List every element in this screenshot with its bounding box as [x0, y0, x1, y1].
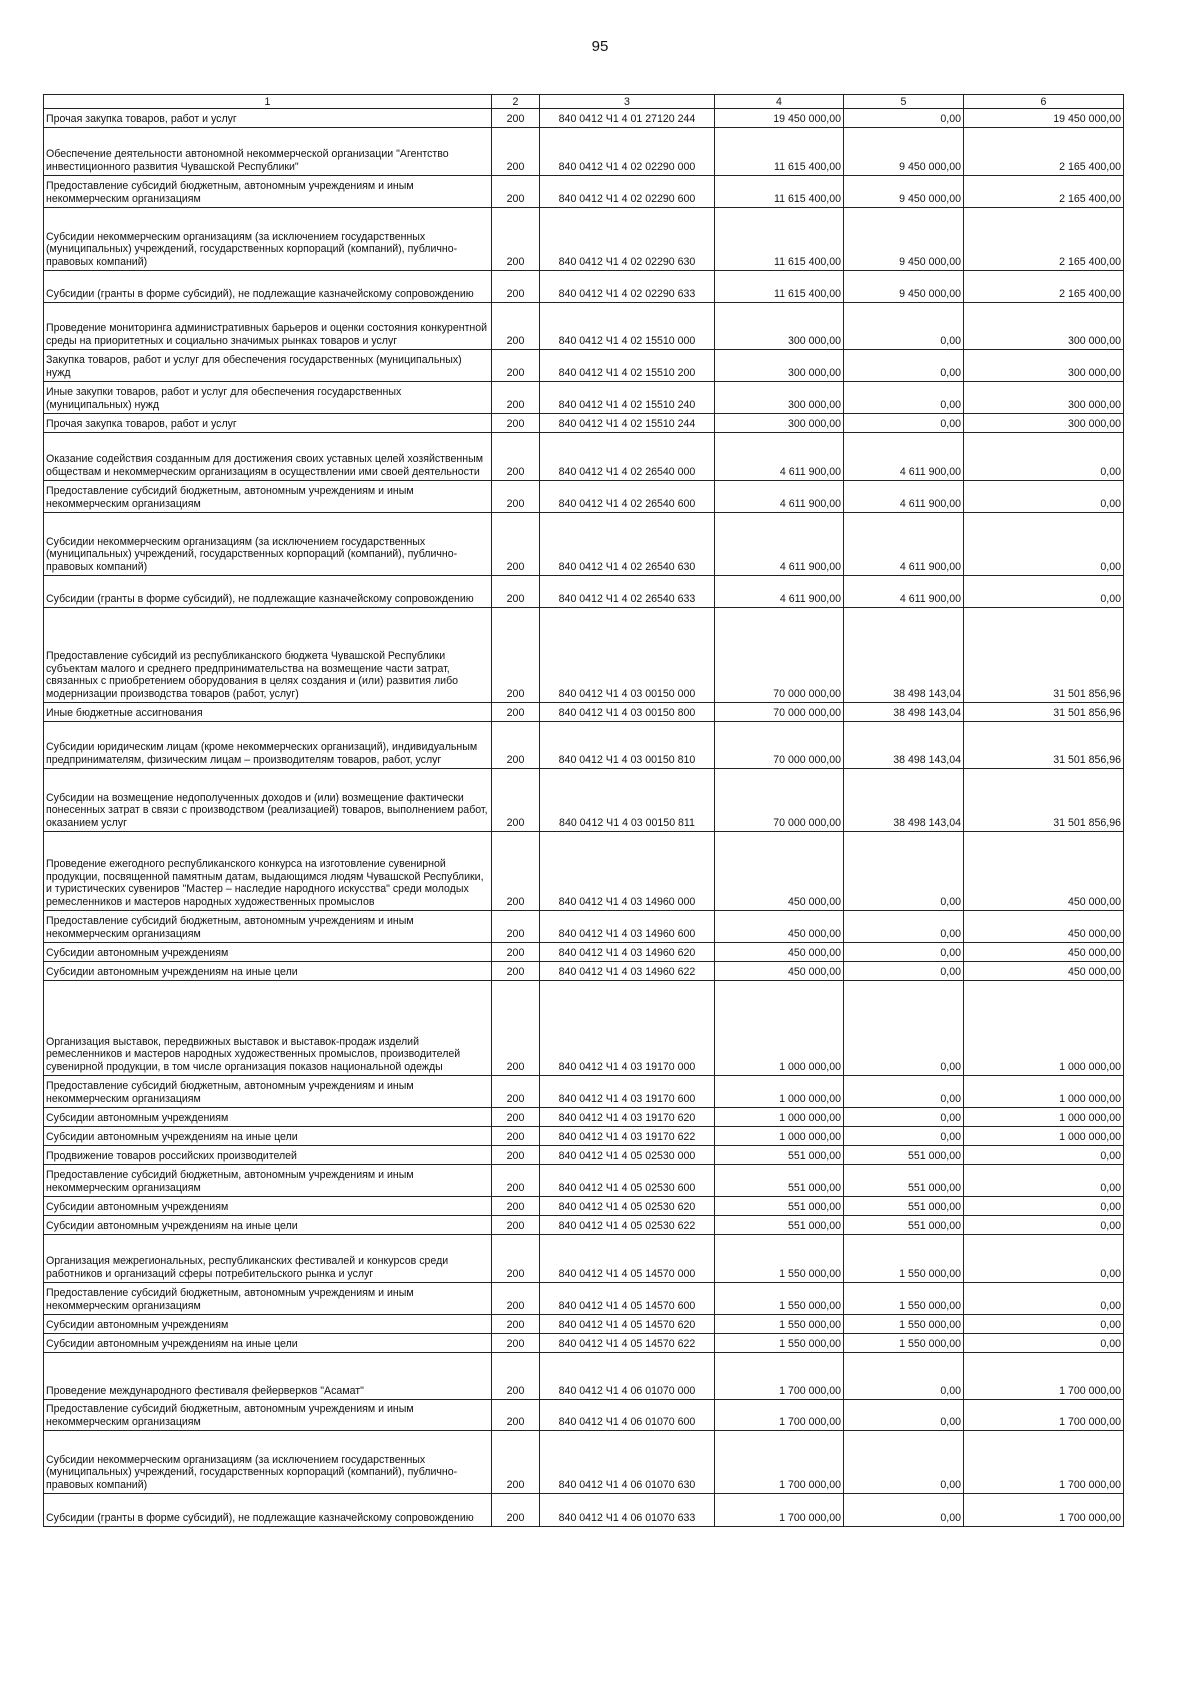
row-amount-total: 4 611 900,00: [715, 513, 844, 576]
row-budget-code: 840 0412 Ч1 4 02 15510 200: [540, 350, 715, 382]
row-amount-total: 1 700 000,00: [715, 1353, 844, 1400]
row-description: Закупка товаров, работ и услуг для обеспечения государственных (муниципальных) нужд: [44, 350, 492, 382]
row-budget-code: 840 0412 Ч1 4 02 02290 600: [540, 176, 715, 208]
row-amount-remaining: 0,00: [964, 1146, 1124, 1165]
row-amount-total: 450 000,00: [715, 911, 844, 943]
row-amount-remaining: 450 000,00: [964, 943, 1124, 962]
row-amount-remaining: 2 165 400,00: [964, 128, 1124, 176]
row-amount-executed: 4 611 900,00: [844, 481, 964, 513]
row-amount-total: 4 611 900,00: [715, 433, 844, 481]
row-admin-code: 200: [492, 1283, 540, 1315]
table-row: [44, 1494, 1124, 1527]
row-budget-code: 840 0412 Ч1 4 06 01070 630: [540, 1431, 715, 1494]
row-budget-code: 840 0412 Ч1 4 03 14960 622: [540, 962, 715, 981]
row-admin-code: 200: [492, 981, 540, 1076]
row-amount-remaining: 300 000,00: [964, 303, 1124, 350]
table-row: [44, 1076, 1124, 1108]
row-admin-code: 200: [492, 176, 540, 208]
row-admin-code: 200: [492, 1146, 540, 1165]
row-amount-executed: 0,00: [844, 1076, 964, 1108]
row-amount-total: 11 615 400,00: [715, 176, 844, 208]
row-description: Предоставление субсидий бюджетным, автономным учреждениям и иным некоммерческим организациям: [44, 481, 492, 513]
row-amount-total: 4 611 900,00: [715, 576, 844, 608]
row-amount-remaining: 2 165 400,00: [964, 176, 1124, 208]
row-amount-remaining: 1 000 000,00: [964, 1108, 1124, 1127]
row-admin-code: 200: [492, 1127, 540, 1146]
row-description: Субсидии автономным учреждениям: [44, 1108, 492, 1127]
table-row: [44, 1197, 1124, 1216]
table-row: [44, 703, 1124, 722]
row-amount-executed: 38 498 143,04: [844, 703, 964, 722]
table-row: [44, 1334, 1124, 1353]
column-number-row: [44, 95, 1124, 109]
row-amount-executed: 0,00: [844, 382, 964, 414]
row-budget-code: 840 0412 Ч1 4 05 14570 622: [540, 1334, 715, 1353]
row-amount-remaining: 1 700 000,00: [964, 1353, 1124, 1400]
column-header: 1: [44, 95, 492, 109]
row-amount-total: 300 000,00: [715, 350, 844, 382]
row-amount-remaining: 19 450 000,00: [964, 109, 1124, 128]
row-description: Предоставление субсидий бюджетным, автономным учреждениям и иным некоммерческим организациям: [44, 176, 492, 208]
table-row: [44, 128, 1124, 176]
row-amount-executed: 0,00: [844, 832, 964, 911]
row-description: Проведение мониторинга административных барьеров и оценки состояния конкурентной среды на приоритетных и социально значимых рынках товаров и услуг: [44, 303, 492, 350]
row-amount-total: 70 000 000,00: [715, 608, 844, 703]
row-amount-remaining: 1 700 000,00: [964, 1400, 1124, 1431]
row-admin-code: 200: [492, 832, 540, 911]
row-amount-total: 1 000 000,00: [715, 981, 844, 1076]
row-admin-code: 200: [492, 576, 540, 608]
row-amount-total: 1 700 000,00: [715, 1400, 844, 1431]
row-admin-code: 200: [492, 1076, 540, 1108]
row-budget-code: 840 0412 Ч1 4 02 02290 630: [540, 208, 715, 271]
row-budget-code: 840 0412 Ч1 4 05 02530 000: [540, 1146, 715, 1165]
table-row: [44, 350, 1124, 382]
row-amount-total: 1 000 000,00: [715, 1108, 844, 1127]
table-row: [44, 943, 1124, 962]
table-row: [44, 1108, 1124, 1127]
row-amount-total: 1 550 000,00: [715, 1283, 844, 1315]
table-row: [44, 433, 1124, 481]
row-amount-remaining: 450 000,00: [964, 962, 1124, 981]
row-amount-executed: 38 498 143,04: [844, 722, 964, 769]
row-amount-executed: 0,00: [844, 911, 964, 943]
row-amount-total: 11 615 400,00: [715, 208, 844, 271]
row-budget-code: 840 0412 Ч1 4 02 26540 630: [540, 513, 715, 576]
row-amount-total: 70 000 000,00: [715, 722, 844, 769]
row-amount-executed: 551 000,00: [844, 1165, 964, 1197]
row-amount-remaining: 450 000,00: [964, 832, 1124, 911]
row-amount-remaining: 0,00: [964, 1334, 1124, 1353]
column-header: 2: [492, 95, 540, 109]
row-budget-code: 840 0412 Ч1 4 03 14960 600: [540, 911, 715, 943]
row-description: Субсидии (гранты в форме субсидий), не подлежащие казначейскому сопровождению: [44, 1494, 492, 1527]
row-amount-executed: 0,00: [844, 414, 964, 433]
row-amount-executed: 1 550 000,00: [844, 1235, 964, 1283]
row-admin-code: 200: [492, 128, 540, 176]
row-description: Субсидии юридическим лицам (кроме некоммерческих организаций), индивидуальным предпринимателям, физическим лицам – производителям товаров, работ, услуг: [44, 722, 492, 769]
row-amount-executed: 38 498 143,04: [844, 769, 964, 832]
row-description: Организация межрегиональных, республиканских фестивалей и конкурсов среди работников и организаций сферы потребительского рынка и услуг: [44, 1235, 492, 1283]
row-admin-code: 200: [492, 1165, 540, 1197]
table-row: [44, 608, 1124, 703]
row-description: Субсидии автономным учреждениям: [44, 943, 492, 962]
row-amount-remaining: 31 501 856,96: [964, 769, 1124, 832]
row-amount-total: 1 000 000,00: [715, 1127, 844, 1146]
table-row: [44, 722, 1124, 769]
row-amount-remaining: 0,00: [964, 1283, 1124, 1315]
row-admin-code: 200: [492, 513, 540, 576]
row-admin-code: 200: [492, 703, 540, 722]
table-row: [44, 271, 1124, 303]
row-description: Субсидии автономным учреждениям на иные цели: [44, 1216, 492, 1235]
row-amount-executed: 0,00: [844, 109, 964, 128]
row-amount-total: 70 000 000,00: [715, 703, 844, 722]
row-amount-remaining: 0,00: [964, 576, 1124, 608]
row-admin-code: 200: [492, 303, 540, 350]
row-admin-code: 200: [492, 350, 540, 382]
row-description: Продвижение товаров российских производителей: [44, 1146, 492, 1165]
row-budget-code: 840 0412 Ч1 4 05 02530 622: [540, 1216, 715, 1235]
row-amount-remaining: 2 165 400,00: [964, 271, 1124, 303]
row-budget-code: 840 0412 Ч1 4 06 01070 600: [540, 1400, 715, 1431]
table-row: [44, 109, 1124, 128]
row-admin-code: 200: [492, 608, 540, 703]
row-budget-code: 840 0412 Ч1 4 05 02530 620: [540, 1197, 715, 1216]
row-amount-remaining: 1 000 000,00: [964, 981, 1124, 1076]
row-amount-executed: 0,00: [844, 1431, 964, 1494]
row-amount-executed: 0,00: [844, 1494, 964, 1527]
row-admin-code: 200: [492, 1108, 540, 1127]
row-admin-code: 200: [492, 1400, 540, 1431]
row-amount-total: 300 000,00: [715, 303, 844, 350]
row-budget-code: 840 0412 Ч1 4 05 14570 600: [540, 1283, 715, 1315]
row-description: Субсидии (гранты в форме субсидий), не подлежащие казначейскому сопровождению: [44, 576, 492, 608]
row-budget-code: 840 0412 Ч1 4 02 26540 633: [540, 576, 715, 608]
row-budget-code: 840 0412 Ч1 4 02 15510 000: [540, 303, 715, 350]
row-amount-total: 450 000,00: [715, 832, 844, 911]
row-description: Предоставление субсидий бюджетным, автономным учреждениям и иным некоммерческим организациям: [44, 1076, 492, 1108]
row-amount-remaining: 1 700 000,00: [964, 1431, 1124, 1494]
row-amount-executed: 551 000,00: [844, 1197, 964, 1216]
row-budget-code: 840 0412 Ч1 4 02 26540 600: [540, 481, 715, 513]
row-description: Предоставление субсидий бюджетным, автономным учреждениям и иным некоммерческим организациям: [44, 1283, 492, 1315]
row-description: Обеспечение деятельности автономной некоммерческой организации "Агентство инвестиционного развития Чувашской Республики": [44, 128, 492, 176]
row-budget-code: 840 0412 Ч1 4 03 00150 811: [540, 769, 715, 832]
row-admin-code: 200: [492, 962, 540, 981]
row-description: Предоставление субсидий из республиканского бюджета Чувашской Республики субъектам малого и среднего предпринимательства на возмещение части затрат, связанных с приобретением оборудования в целях создания и (или) развития либо модернизации производства товаров (работ, услуг): [44, 608, 492, 703]
row-admin-code: 200: [492, 943, 540, 962]
row-description: Субсидии некоммерческим организациям (за исключением государственных (муниципальных) учреждений, государственных корпораций (компаний), публично-правовых компаний): [44, 208, 492, 271]
row-budget-code: 840 0412 Ч1 4 02 26540 000: [540, 433, 715, 481]
table-row: [44, 303, 1124, 350]
row-budget-code: 840 0412 Ч1 4 03 19170 000: [540, 981, 715, 1076]
row-amount-executed: 551 000,00: [844, 1146, 964, 1165]
row-amount-remaining: 31 501 856,96: [964, 722, 1124, 769]
table-row: [44, 1165, 1124, 1197]
row-amount-executed: 4 611 900,00: [844, 433, 964, 481]
row-amount-remaining: 1 700 000,00: [964, 1494, 1124, 1527]
row-description: Иные закупки товаров, работ и услуг для обеспечения государственных (муниципальных) нужд: [44, 382, 492, 414]
table-row: [44, 769, 1124, 832]
row-admin-code: 200: [492, 1494, 540, 1527]
row-admin-code: 200: [492, 414, 540, 433]
row-budget-code: 840 0412 Ч1 4 03 00150 810: [540, 722, 715, 769]
row-amount-remaining: 0,00: [964, 513, 1124, 576]
row-amount-remaining: 0,00: [964, 1197, 1124, 1216]
row-amount-remaining: 300 000,00: [964, 414, 1124, 433]
row-description: Субсидии на возмещение недополученных доходов и (или) возмещение фактически понесенных затрат в связи с производством (реализацией) товаров, выполнением работ, оказанием услуг: [44, 769, 492, 832]
row-description: Проведение международного фестиваля фейерверков "Асамат": [44, 1353, 492, 1400]
row-amount-executed: 38 498 143,04: [844, 608, 964, 703]
budget-table-body: [44, 95, 1124, 1527]
row-budget-code: 840 0412 Ч1 4 05 14570 620: [540, 1315, 715, 1334]
column-header: 3: [540, 95, 715, 109]
row-amount-executed: 0,00: [844, 1127, 964, 1146]
row-description: Прочая закупка товаров, работ и услуг: [44, 414, 492, 433]
row-description: Субсидии автономным учреждениям: [44, 1197, 492, 1216]
table-row: [44, 576, 1124, 608]
row-amount-total: 11 615 400,00: [715, 128, 844, 176]
table-row: [44, 1400, 1124, 1431]
row-amount-executed: 0,00: [844, 350, 964, 382]
row-amount-remaining: 0,00: [964, 481, 1124, 513]
row-amount-remaining: 0,00: [964, 1235, 1124, 1283]
row-budget-code: 840 0412 Ч1 4 03 19170 600: [540, 1076, 715, 1108]
budget-table: [43, 94, 1124, 1527]
row-admin-code: 200: [492, 433, 540, 481]
row-admin-code: 200: [492, 1235, 540, 1283]
row-amount-executed: 4 611 900,00: [844, 513, 964, 576]
row-budget-code: 840 0412 Ч1 4 03 19170 620: [540, 1108, 715, 1127]
row-description: Прочая закупка товаров, работ и услуг: [44, 109, 492, 128]
row-admin-code: 200: [492, 382, 540, 414]
page-number: 95: [591, 38, 609, 55]
row-amount-executed: 0,00: [844, 943, 964, 962]
row-admin-code: 200: [492, 1315, 540, 1334]
row-description: Предоставление субсидий бюджетным, автономным учреждениям и иным некоммерческим организациям: [44, 911, 492, 943]
row-amount-total: 1 550 000,00: [715, 1334, 844, 1353]
row-description: Субсидии автономным учреждениям на иные цели: [44, 1127, 492, 1146]
row-amount-total: 551 000,00: [715, 1216, 844, 1235]
row-amount-executed: 1 550 000,00: [844, 1334, 964, 1353]
row-budget-code: 840 0412 Ч1 4 03 14960 620: [540, 943, 715, 962]
row-description: Организация выставок, передвижных выставок и выставок-продаж изделий ремесленников и мастеров народных художественных промыслов, производителей сувенирной продукции, в том числе организация показов национальной одежды: [44, 981, 492, 1076]
row-amount-executed: 0,00: [844, 1353, 964, 1400]
row-description: Субсидии некоммерческим организациям (за исключением государственных (муниципальных) учреждений, государственных корпораций (компаний), публично-правовых компаний): [44, 513, 492, 576]
row-amount-remaining: 0,00: [964, 1165, 1124, 1197]
row-admin-code: 200: [492, 271, 540, 303]
row-admin-code: 200: [492, 1216, 540, 1235]
table-row: [44, 414, 1124, 433]
table-row: [44, 1315, 1124, 1334]
row-budget-code: 840 0412 Ч1 4 05 02530 600: [540, 1165, 715, 1197]
row-admin-code: 200: [492, 1197, 540, 1216]
table-row: [44, 208, 1124, 271]
row-amount-remaining: 0,00: [964, 433, 1124, 481]
row-amount-total: 300 000,00: [715, 414, 844, 433]
row-amount-remaining: 2 165 400,00: [964, 208, 1124, 271]
table-row: [44, 911, 1124, 943]
row-amount-executed: 0,00: [844, 1400, 964, 1431]
row-description: Субсидии некоммерческим организациям (за исключением государственных (муниципальных) учреждений, государственных корпораций (компаний), публично-правовых компаний): [44, 1431, 492, 1494]
row-amount-total: 551 000,00: [715, 1165, 844, 1197]
table-row: [44, 513, 1124, 576]
table-row: [44, 962, 1124, 981]
row-description: Субсидии автономным учреждениям на иные цели: [44, 1334, 492, 1353]
row-amount-remaining: 300 000,00: [964, 382, 1124, 414]
table-row: [44, 176, 1124, 208]
row-amount-executed: 9 450 000,00: [844, 128, 964, 176]
row-description: Субсидии автономным учреждениям: [44, 1315, 492, 1334]
row-budget-code: 840 0412 Ч1 4 03 14960 000: [540, 832, 715, 911]
row-description: Предоставление субсидий бюджетным, автономным учреждениям и иным некоммерческим организациям: [44, 1400, 492, 1431]
row-amount-executed: 1 550 000,00: [844, 1283, 964, 1315]
row-amount-remaining: 31 501 856,96: [964, 703, 1124, 722]
row-budget-code: 840 0412 Ч1 4 03 00150 800: [540, 703, 715, 722]
row-amount-remaining: 300 000,00: [964, 350, 1124, 382]
row-budget-code: 840 0412 Ч1 4 02 02290 633: [540, 271, 715, 303]
row-amount-total: 551 000,00: [715, 1146, 844, 1165]
row-budget-code: 840 0412 Ч1 4 06 01070 633: [540, 1494, 715, 1527]
row-amount-executed: 1 550 000,00: [844, 1315, 964, 1334]
column-header: 5: [844, 95, 964, 109]
row-description: Субсидии автономным учреждениям на иные цели: [44, 962, 492, 981]
row-description: Оказание содействия созданным для достижения своих уставных целей хозяйственным обществам и некоммерческим организациям в осуществлении ими своей деятельности: [44, 433, 492, 481]
row-admin-code: 200: [492, 1334, 540, 1353]
row-description: Проведение ежегодного республиканского конкурса на изготовление сувенирной продукции, посвященной памятным датам, выдающимся людям Чувашской Республики, и туристических сувениров "Мастер – наследие народного искусства" среди молодых ремесленников и мастеров народных художественных промыслов: [44, 832, 492, 911]
row-admin-code: 200: [492, 722, 540, 769]
row-amount-executed: 0,00: [844, 962, 964, 981]
row-budget-code: 840 0412 Ч1 4 06 01070 000: [540, 1353, 715, 1400]
row-amount-executed: 9 450 000,00: [844, 176, 964, 208]
row-amount-total: 450 000,00: [715, 943, 844, 962]
column-header: 4: [715, 95, 844, 109]
row-amount-executed: 9 450 000,00: [844, 208, 964, 271]
row-amount-total: 1 700 000,00: [715, 1431, 844, 1494]
row-amount-remaining: 450 000,00: [964, 911, 1124, 943]
row-admin-code: 200: [492, 769, 540, 832]
row-amount-total: 1 550 000,00: [715, 1235, 844, 1283]
row-description: Иные бюджетные ассигнования: [44, 703, 492, 722]
table-row: [44, 382, 1124, 414]
row-budget-code: 840 0412 Ч1 4 03 00150 000: [540, 608, 715, 703]
table-row: [44, 1216, 1124, 1235]
row-description: Субсидии (гранты в форме субсидий), не подлежащие казначейскому сопровождению: [44, 271, 492, 303]
column-header: 6: [964, 95, 1124, 109]
table-row: [44, 1235, 1124, 1283]
row-amount-remaining: 1 000 000,00: [964, 1127, 1124, 1146]
row-amount-total: 4 611 900,00: [715, 481, 844, 513]
row-amount-total: 551 000,00: [715, 1197, 844, 1216]
row-budget-code: 840 0412 Ч1 4 05 14570 000: [540, 1235, 715, 1283]
table-row: [44, 832, 1124, 911]
row-admin-code: 200: [492, 1431, 540, 1494]
row-amount-total: 1 700 000,00: [715, 1494, 844, 1527]
row-admin-code: 200: [492, 208, 540, 271]
table-row: [44, 1353, 1124, 1400]
row-budget-code: 840 0412 Ч1 4 02 02290 000: [540, 128, 715, 176]
table-row: [44, 1431, 1124, 1494]
row-amount-remaining: 31 501 856,96: [964, 608, 1124, 703]
row-budget-code: 840 0412 Ч1 4 03 19170 622: [540, 1127, 715, 1146]
row-amount-total: 1 550 000,00: [715, 1315, 844, 1334]
row-admin-code: 200: [492, 1353, 540, 1400]
row-amount-executed: 0,00: [844, 981, 964, 1076]
row-admin-code: 200: [492, 481, 540, 513]
row-amount-remaining: 0,00: [964, 1216, 1124, 1235]
table-row: [44, 981, 1124, 1076]
row-amount-total: 1 000 000,00: [715, 1076, 844, 1108]
row-amount-total: 450 000,00: [715, 962, 844, 981]
row-amount-executed: 9 450 000,00: [844, 271, 964, 303]
row-budget-code: 840 0412 Ч1 4 01 27120 244: [540, 109, 715, 128]
row-amount-remaining: 1 000 000,00: [964, 1076, 1124, 1108]
row-amount-remaining: 0,00: [964, 1315, 1124, 1334]
row-admin-code: 200: [492, 109, 540, 128]
row-amount-total: 11 615 400,00: [715, 271, 844, 303]
row-budget-code: 840 0412 Ч1 4 02 15510 240: [540, 382, 715, 414]
row-amount-executed: 551 000,00: [844, 1216, 964, 1235]
row-budget-code: 840 0412 Ч1 4 02 15510 244: [540, 414, 715, 433]
row-amount-executed: 4 611 900,00: [844, 576, 964, 608]
row-amount-executed: 0,00: [844, 1108, 964, 1127]
row-admin-code: 200: [492, 911, 540, 943]
row-amount-total: 300 000,00: [715, 382, 844, 414]
row-amount-executed: 0,00: [844, 303, 964, 350]
row-description: Предоставление субсидий бюджетным, автономным учреждениям и иным некоммерческим организациям: [44, 1165, 492, 1197]
table-row: [44, 1127, 1124, 1146]
row-amount-total: 19 450 000,00: [715, 109, 844, 128]
table-row: [44, 1283, 1124, 1315]
row-amount-total: 70 000 000,00: [715, 769, 844, 832]
table-row: [44, 1146, 1124, 1165]
table-row: [44, 481, 1124, 513]
